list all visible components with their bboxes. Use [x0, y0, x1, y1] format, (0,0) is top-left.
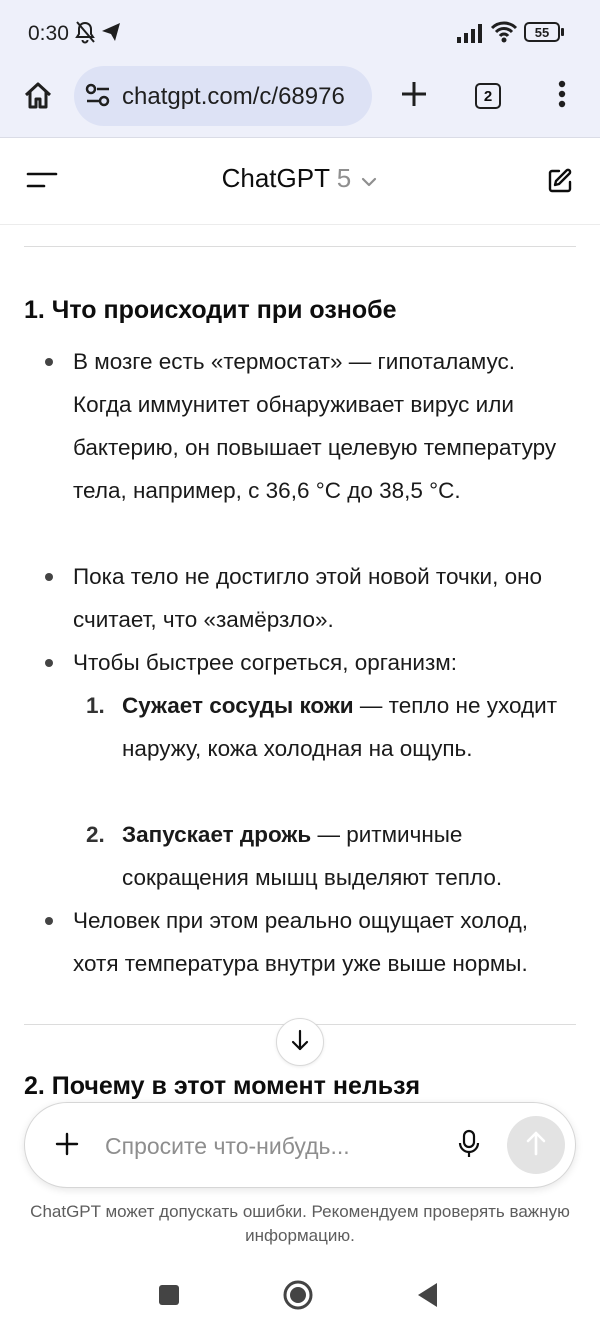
status-time: 0:30: [28, 22, 69, 45]
browser-menu-button[interactable]: [540, 74, 584, 118]
numbered-marker: 1.: [86, 693, 105, 718]
edit-icon: [546, 167, 574, 200]
numbered-item-text: — ритмичные сокращения мышц выделяют тепло.: [122, 822, 503, 890]
home-circle-icon: [282, 1279, 314, 1316]
back-triangle-icon: [415, 1281, 439, 1314]
tabs-icon: 2: [475, 83, 501, 109]
more-vert-icon: [558, 80, 566, 113]
list-item: В мозге есть «термостат» — гипоталамус. Когда иммунитет обнаруживает вирус или бактерию, он повышает целевую температуру тела, например, с 36,6 °C до 38,5 °C.: [73, 349, 557, 503]
system-nav-bar: [0, 1262, 600, 1332]
numbered-marker: 2.: [86, 822, 105, 847]
home-icon: [22, 80, 54, 117]
disclaimer-text: ChatGPT может допускать ошибки. Рекомендуем проверять важную информацию.: [30, 1202, 570, 1245]
send-button[interactable]: [507, 1116, 565, 1174]
section-heading: 1. Что происходит при ознобе: [24, 296, 397, 324]
bullet-dot: [45, 659, 53, 667]
wifi-icon: [490, 20, 518, 49]
status-bar: [0, 0, 600, 64]
url-text: chatgpt.com/c/68976: [122, 83, 345, 110]
scroll-to-bottom-button[interactable]: [276, 1018, 324, 1066]
section-heading: 2. Почему в этот момент нельзя: [24, 1072, 421, 1100]
recents-button[interactable]: [144, 1274, 194, 1320]
numbered-item: [122, 684, 572, 770]
plus-icon: [55, 1132, 79, 1161]
numbered-item-bold: Запускает дрожь: [122, 822, 312, 847]
message-composer: [24, 1102, 576, 1188]
chat-content[interactable]: [0, 226, 600, 1101]
telegram-icon: [100, 20, 122, 49]
address-bar[interactable]: [74, 66, 372, 126]
browser-toolbar: [0, 64, 600, 138]
bullet-dot: [45, 917, 53, 925]
list-item: Чтобы быстрее согреться, организм:: [73, 650, 458, 675]
home-nav-button[interactable]: [273, 1274, 323, 1320]
numbered-item-text: — тепло не уходит наружу, кожа холодная на ощупь.: [122, 693, 557, 761]
signal-icon: [456, 22, 486, 49]
voice-input-button[interactable]: [447, 1124, 491, 1168]
home-button[interactable]: [16, 76, 60, 120]
bullet-dot: [45, 573, 53, 581]
plus-icon: [400, 80, 428, 113]
model-picker[interactable]: [0, 163, 600, 196]
numbered-item: [122, 813, 572, 899]
battery-icon: [524, 22, 564, 42]
list-item: Пока тело не достигло этой новой точки, оно считает, что «замёрзло».: [73, 564, 543, 632]
tune-icon[interactable]: [84, 82, 112, 113]
battery-level: 55: [524, 22, 560, 42]
recents-square-icon: [157, 1283, 181, 1312]
divider: [24, 246, 576, 247]
model-name: ChatGPT: [221, 163, 330, 193]
numbered-item-bold: Сужает сосуды кожи: [122, 693, 354, 718]
tabs-button[interactable]: [466, 74, 510, 118]
attach-button[interactable]: [45, 1124, 89, 1168]
prompt-input[interactable]: [105, 1125, 445, 1167]
bell-off-icon: [74, 20, 96, 49]
mic-icon: [457, 1129, 481, 1164]
back-button[interactable]: [402, 1274, 452, 1320]
send-arrow-icon: [524, 1130, 548, 1161]
model-version: 5: [336, 163, 352, 193]
bullet-dot: [45, 358, 53, 366]
chat-header: [0, 139, 600, 225]
new-chat-button[interactable]: [538, 161, 582, 205]
new-tab-button[interactable]: [392, 74, 436, 118]
list-item: Человек при этом реально ощущает холод, хотя температура внутри уже выше нормы.: [73, 908, 529, 976]
arrow-down-icon: [288, 1028, 312, 1057]
chevron-down-icon: [360, 165, 378, 196]
